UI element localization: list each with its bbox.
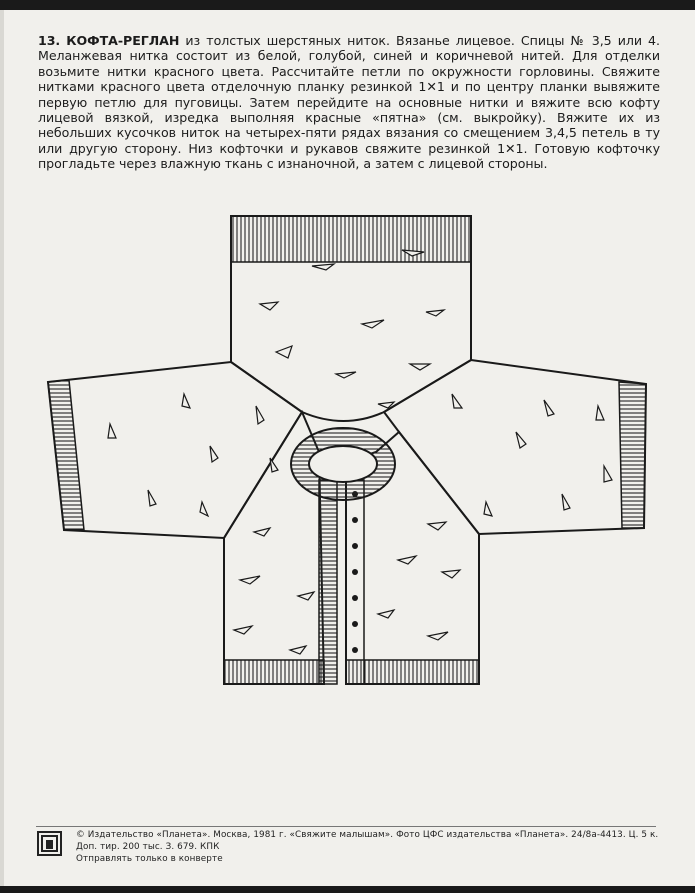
publisher-logo	[37, 831, 62, 856]
neckband	[291, 428, 395, 500]
instructions-body: из толстых шерстяных ниток. Вязанье лицевое. Спицы № 3,5 или 4. Меланжевая нитка состоит из белой, голубой, синей и коричневой нитей. Для отделки возьмите нитки красного цвета. Рассчитайте петли по окружности горловины. Свяжите нитками красного цвета отделочную планку резинкой 1✕1 и по центру планки вывяжите первую петлю для пуговицы. Затем перейдите на основные нитки и вяжите всю кофту лицевой вязкой, изредка выполняя красные «пятна» (см. выкройку). Вяжите их из небольших кусочков ниток на четырех-пяти рядах вязания со смещением 3,4,5 петель в ту или другую сторону. Низ кофточки и рукавов свяжите резинкой 1✕1. Готовую кофточку прогладьте через влажную ткань с изнаночной, а затем с лицевой стороны.	[38, 33, 660, 172]
footer-line-3: Отправлять только в конверте	[76, 854, 223, 865]
button-placket	[319, 480, 364, 684]
left-page-edge	[0, 10, 4, 886]
top-dark-edge	[0, 0, 695, 10]
left-sleeve	[48, 362, 302, 538]
pattern-instructions	[38, 33, 660, 172]
footer-rule	[36, 826, 656, 827]
raglan-cardigan-pattern	[44, 212, 654, 692]
back-panel	[231, 216, 471, 421]
buttons	[352, 491, 358, 653]
heading-number: 13.	[38, 33, 61, 48]
footer-line-1: © Издательство «Планета». Москва, 1981 г. «Свяжите малышам». Фото ЦФС издательства «Планета». 24/8а-4413. Ц. 5 к.	[76, 830, 659, 840]
right-sleeve	[384, 360, 646, 534]
bottom-dark-edge	[0, 886, 695, 893]
publication-info	[76, 829, 666, 866]
heading-title: КОФТА-РЕГЛАН	[66, 33, 180, 48]
footer-line-2: Доп. тир. 200 тыс. З. 679. КПК	[76, 842, 220, 853]
